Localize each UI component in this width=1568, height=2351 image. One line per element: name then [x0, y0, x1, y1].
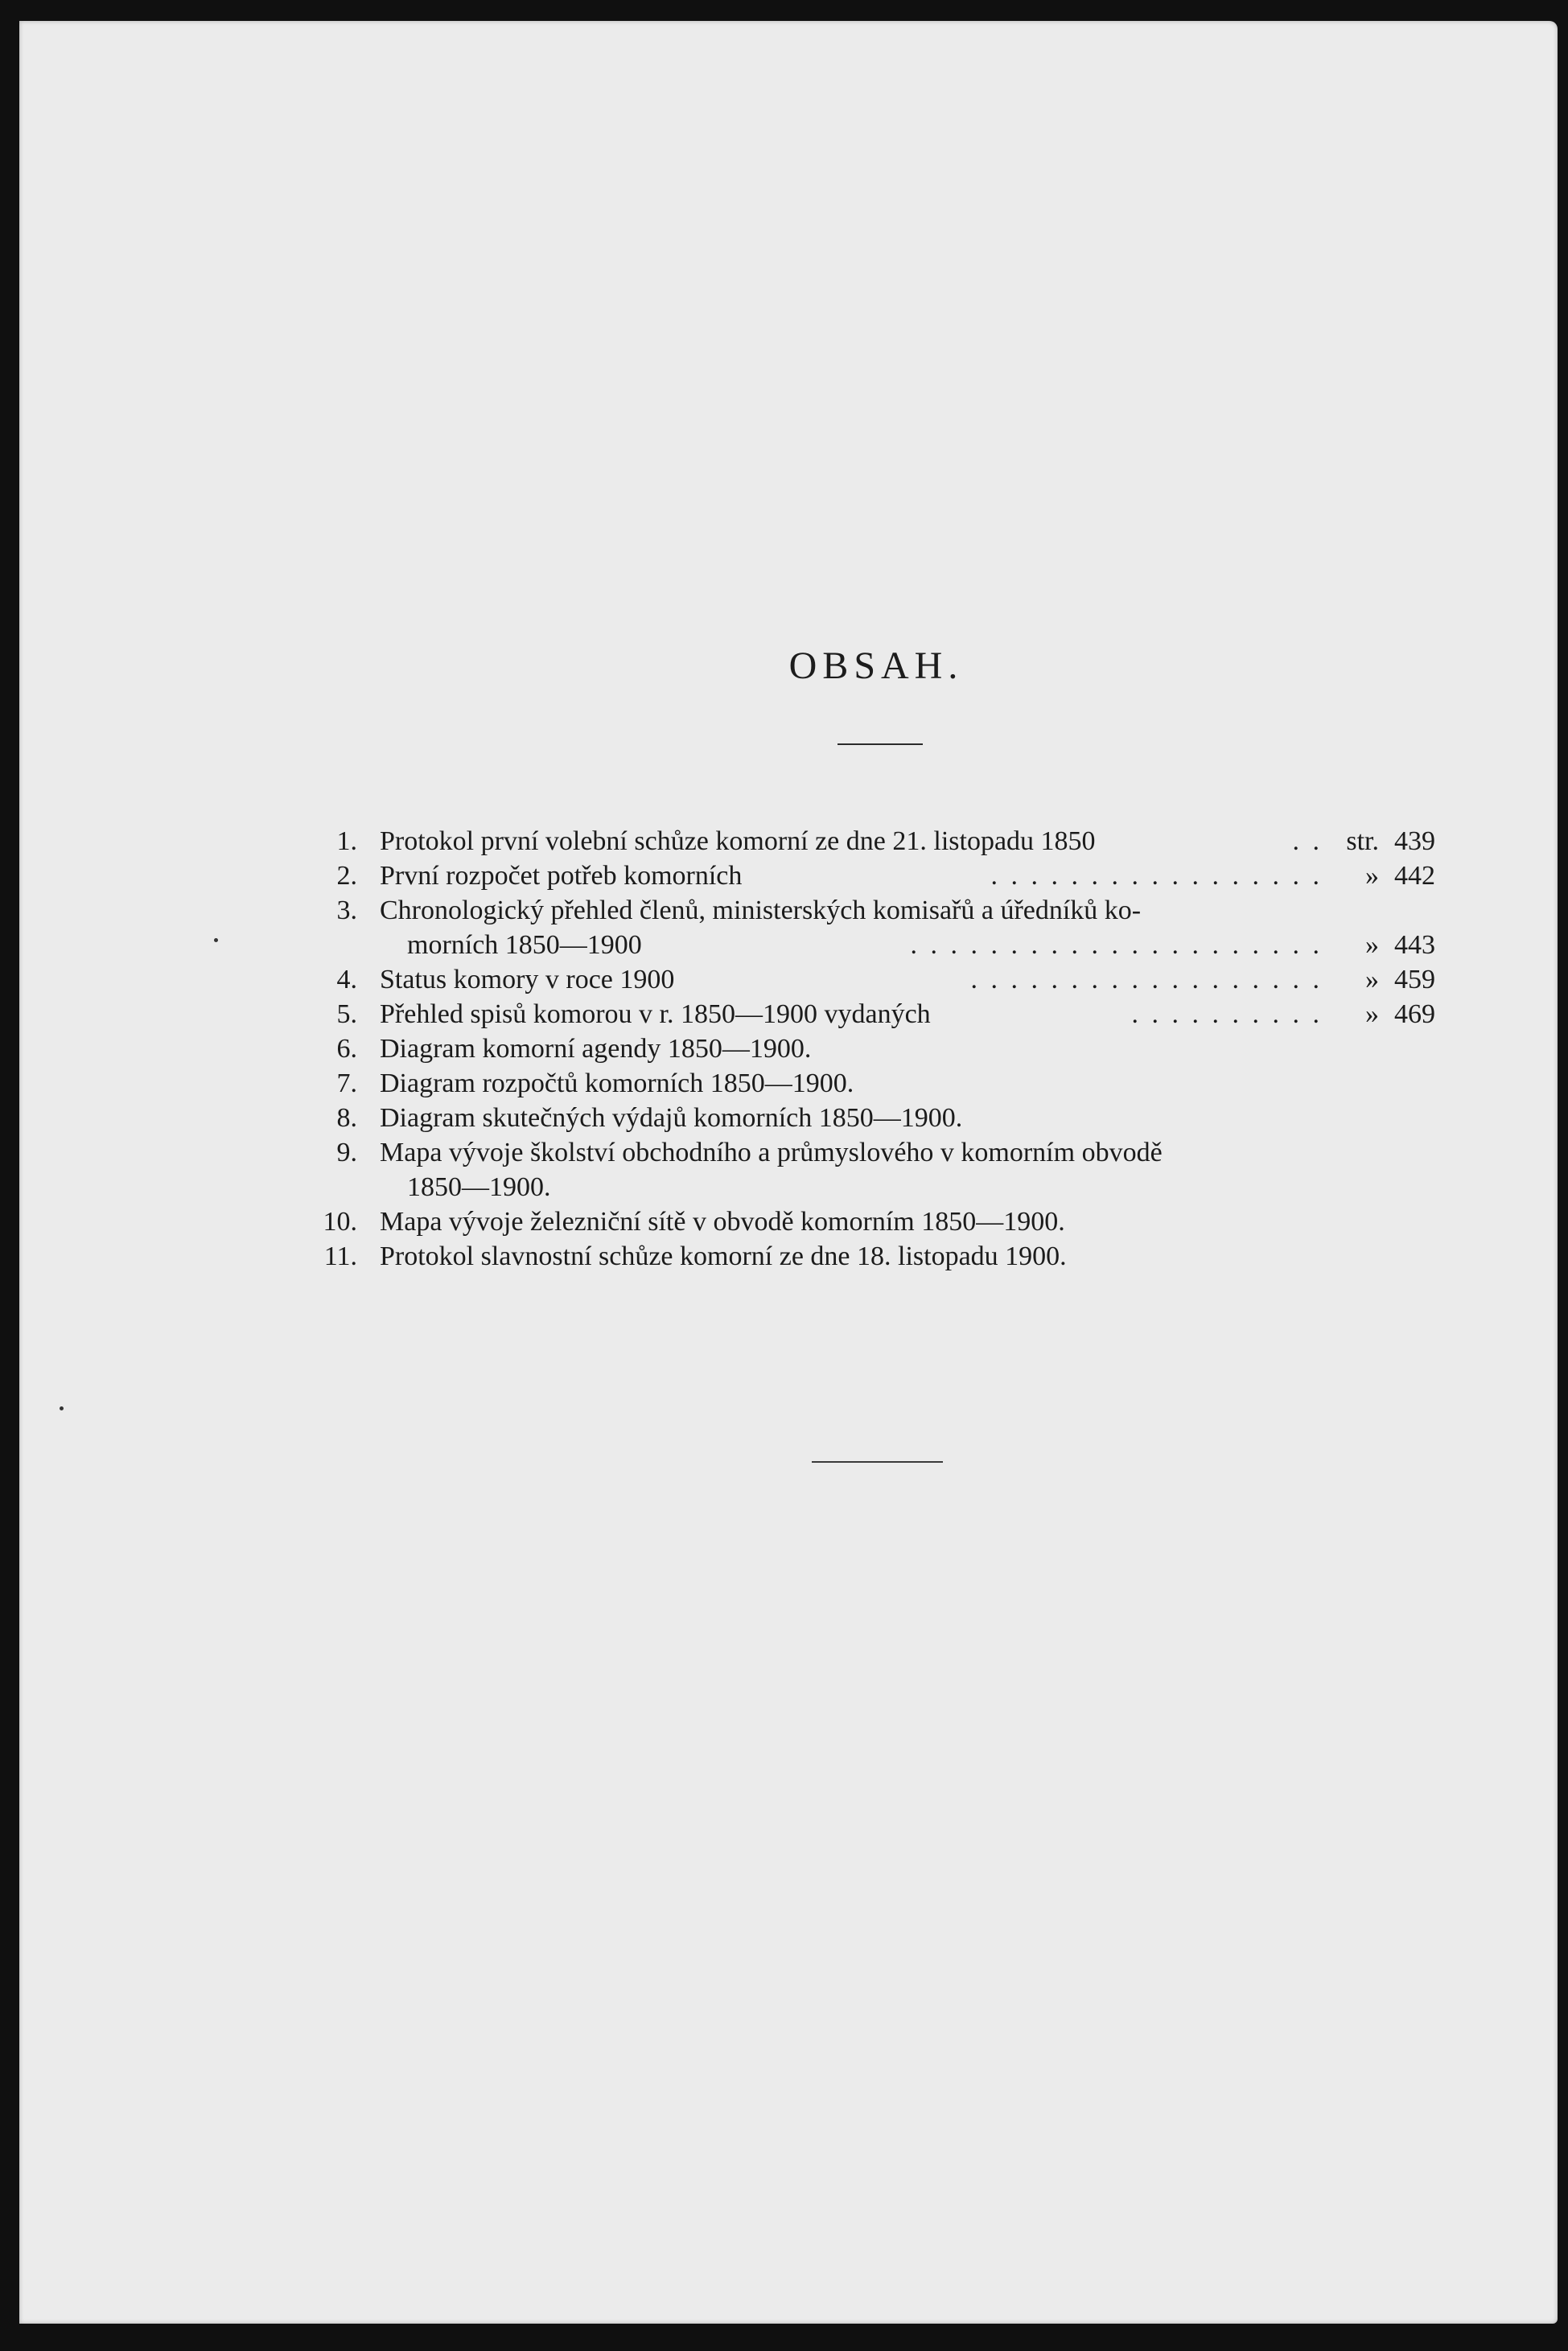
toc-leader-dots: . .: [1292, 826, 1323, 856]
toc-entry-number: 2.: [336, 861, 357, 891]
toc-leader-dots: . . . . . . . . . .: [1131, 999, 1323, 1029]
toc-page-label: str.: [1346, 826, 1379, 856]
toc-entry-title: Chronologický přehled členů, ministerských komisařů a úředníků ko-: [380, 896, 1142, 925]
scan-speck: [60, 1406, 64, 1410]
toc-entry-number: 10.: [323, 1207, 357, 1237]
toc-entry-6: [309, 1031, 1435, 1066]
toc-entry-3: [309, 893, 1435, 928]
toc-entry-number: 7.: [336, 1068, 357, 1098]
toc-page-label: »: [1365, 930, 1379, 960]
toc-entry-number: 11.: [323, 1241, 357, 1271]
toc-entry-title: Protokol první volební schůze komorní ze dne 21. listopadu 1850: [380, 826, 1096, 856]
page-sheet: [19, 21, 1558, 2324]
toc-entry-title: Diagram komorní agendy 1850—1900.: [380, 1034, 812, 1064]
toc-entry-title: Diagram skutečných výdajů komorních 1850—1900.: [380, 1103, 963, 1133]
toc-entry-title: Protokol slavnostní schůze komorní ze dne 18. listopadu 1900.: [380, 1241, 1067, 1271]
toc-page-number: 443: [1394, 930, 1435, 960]
toc-entry-title: Mapa vývoje školství obchodního a průmyslového v komorním obvodě: [380, 1138, 1163, 1167]
page-title: OBSAH.: [788, 644, 964, 687]
table-of-contents: [309, 824, 1435, 1274]
toc-entry-10: [309, 1204, 1435, 1239]
toc-entry-1: [309, 824, 1435, 858]
toc-entry-5: [309, 997, 1435, 1031]
toc-entry-title: morních 1850—1900: [407, 930, 642, 960]
toc-entry-title: Diagram rozpočtů komorních 1850—1900.: [380, 1068, 854, 1098]
toc-page-label: »: [1365, 861, 1379, 891]
toc-entry-2: [309, 858, 1435, 893]
toc-leader-dots: . . . . . . . . . . . . . . . . . . . . .: [910, 930, 1323, 960]
toc-entry-number: 3.: [336, 896, 357, 925]
toc-entry-number: 9.: [336, 1138, 357, 1167]
toc-page-number: 469: [1394, 999, 1435, 1029]
toc-entry-title: Přehled spisů komorou v r. 1850—1900 vydaných: [380, 999, 931, 1029]
toc-entry-number: 5.: [336, 999, 357, 1029]
toc-entry-11: [309, 1239, 1435, 1274]
toc-entry-3-continuation: [309, 928, 1435, 962]
toc-entry-7: [309, 1066, 1435, 1101]
toc-leader-dots: . . . . . . . . . . . . . . . . .: [990, 861, 1323, 891]
toc-entry-title: První rozpočet potřeb komorních: [380, 861, 743, 891]
toc-entry-4: [309, 962, 1435, 997]
closing-rule: [812, 1461, 943, 1463]
toc-page-label: »: [1365, 965, 1379, 994]
toc-entry-number: 1.: [336, 826, 357, 856]
toc-entry-9-continuation: [309, 1170, 1435, 1204]
title-rule: [838, 743, 923, 745]
toc-entry-number: 6.: [336, 1034, 357, 1064]
toc-leader-dots: . . . . . . . . . . . . . . . . . .: [970, 965, 1323, 994]
toc-page-number: 442: [1394, 861, 1435, 891]
toc-page-number: 439: [1394, 826, 1435, 856]
toc-entry-9: [309, 1135, 1435, 1170]
toc-entry-title: Mapa vývoje železniční sítě v obvodě komorním 1850—1900.: [380, 1207, 1065, 1237]
toc-entry-number: 8.: [336, 1103, 357, 1133]
toc-page-label: »: [1365, 999, 1379, 1029]
toc-entry-title: 1850—1900.: [407, 1172, 551, 1202]
scan-speck: [214, 938, 218, 942]
toc-entry-8: [309, 1101, 1435, 1135]
toc-page-number: 459: [1394, 965, 1435, 994]
toc-entry-number: 4.: [336, 965, 357, 994]
toc-entry-title: Status komory v roce 1900: [380, 965, 675, 994]
